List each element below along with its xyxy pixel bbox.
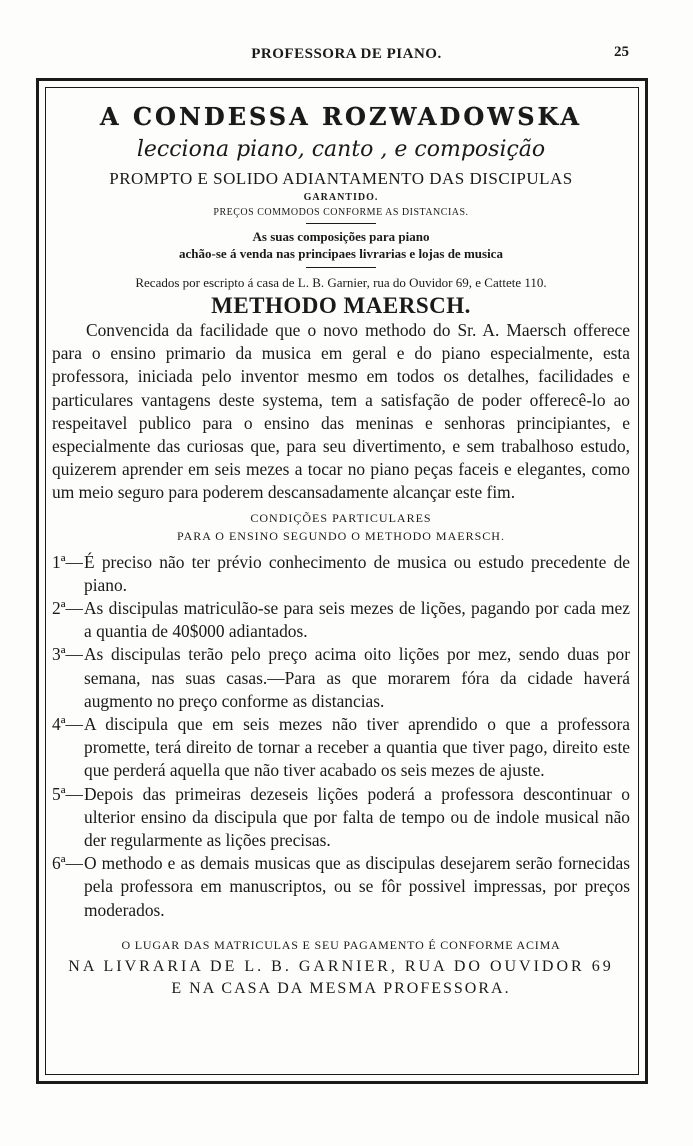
page-header <box>0 40 693 70</box>
recados-line: Recados por escripto á casa de L. B. Garnier, rua do Ouvidor 69, e Cattete 110. <box>135 275 547 290</box>
conditions-subtitle: PARA O ENSINO SEGUNDO O METHODO MAERSCH. <box>177 528 505 543</box>
registration-note: O LUGAR DAS MATRICULAS E SEU PAGAMENTO É CONFORME ACIMA <box>121 937 561 952</box>
item-number: 1ª— <box>52 551 83 572</box>
item-number: 6ª— <box>52 853 83 874</box>
item-text: Depois das primeiras dezeseis lições poderá a professora descontinuar o ulterior ensino da discipula que por falta de tempo ou de indole musical não der regularmente as lições precisas. <box>84 783 630 851</box>
method-title: METHODO MAERSCH. <box>211 293 471 318</box>
conditions-title: CONDIÇÕES PARTICULARES <box>250 510 432 525</box>
guaranteed-line: GARANTIDO. <box>303 192 379 203</box>
services-line: lecciona piano, canto , e composição <box>136 137 546 162</box>
method-paragraph: Convencida da facilidade que o novo methodo do Sr. A. Maersch offerece para o ensino primario da musica em geral e do piano especialmente, esta professora, iniciada pelo inventor mesmo em todos os detalhes, facilidades e particulares vantagens deste systema, tem a satisfação de poder offerecê-lo ao respeitavel publico para o ensino das meninas e senhoras principiantes, e especialmente das curiosas que, para seu divertimento, e sem trabalhoso estudo, quizerem aprender em seis mezes a tocar no piano peças faceis e elegantes, como um meio seguro para poderem descansadamente alcançar este fim. <box>52 320 630 503</box>
compositions-line-1: As suas composições para piano <box>252 229 430 244</box>
item-text: É preciso não ter prévio conhecimento de musica ou estudo precedente de piano. <box>84 551 630 595</box>
item-number: 4ª— <box>52 714 83 735</box>
advertisement <box>52 96 630 1000</box>
list-item <box>52 852 630 922</box>
divider <box>306 267 376 268</box>
divider <box>306 223 376 224</box>
item-text: As discipulas matriculão-se para seis mezes de lições, pagando por cada mez a quantia de 40$000 adiantados. <box>84 598 630 642</box>
compositions-line-2: achão-se á venda nas principaes livrarias e lojas de musica <box>179 246 503 261</box>
advertiser-name: A CONDESSA ROZWADOWSKA <box>99 102 583 131</box>
bookstore-address: NA LIVRARIA DE L. B. GARNIER, RUA DO OUVIDOR 69 <box>68 957 614 975</box>
promise-line: PROMPTO E SOLIDO ADIANTAMENTO DAS DISCIPULAS <box>109 169 573 188</box>
list-item <box>52 597 630 643</box>
item-number: 2ª— <box>52 598 83 619</box>
list-item <box>52 713 630 783</box>
list-item <box>52 783 630 853</box>
list-item <box>52 643 630 713</box>
teacher-house-line: E NA CASA DA MESMA PROFESSORA. <box>171 979 511 997</box>
item-text: A discipula que em seis mezes não tiver aprendido o que a professora promette, terá direito de tornar a receber a quantia que tiver pago, direito este que perderá aquella que não tiver acabado os seis mezes de ajuste. <box>84 714 630 781</box>
item-number: 3ª— <box>52 644 83 665</box>
page-number: 25 <box>614 44 629 60</box>
conditions-list <box>52 551 630 922</box>
item-text: O methodo e as demais musicas que as discipulas desejarem serão fornecidas pela professora em manuscriptos, ou se fôr possivel impressas, por preços moderados. <box>84 853 630 920</box>
running-title: PROFESSORA DE PIANO. <box>251 46 442 62</box>
item-text: As discipulas terão pelo preço acima oito lições por mez, sendo duas por semana, nas suas casas.—Para as que morarem fóra da cidade haverá augmento no preço conforme as distancias. <box>84 644 630 711</box>
prices-line: PREÇOS COMMODOS CONFORME AS DISTANCIAS. <box>213 207 469 218</box>
item-number: 5ª— <box>52 783 83 804</box>
list-item <box>52 551 630 597</box>
